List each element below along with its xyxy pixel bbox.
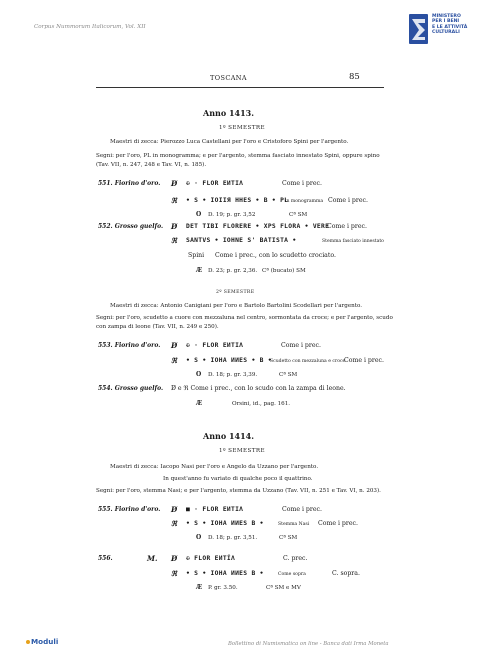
obverse-mark: D̸ <box>171 222 178 231</box>
mint-masters: Maestri di zecca: Antonio Canigiani per l'oro e Bartolo Bartolini Scodellari per l'argento. <box>110 303 363 309</box>
metal-mark: Æ <box>196 400 203 407</box>
series-title: Corpus Nummorum Italicorum, Vol. XII <box>34 24 146 30</box>
obverse-note: Come i prec. <box>327 223 367 230</box>
reverse-description: Come sopra <box>278 572 306 577</box>
coin-label: 556. <box>98 555 113 562</box>
marks-line: Segni: per l'oro, scudetto a cuore con mezzaluna nel centro, sormontata da croce; e per l'argento, scudo <box>96 315 393 321</box>
collection: Cª SM <box>279 535 298 541</box>
semester-heading: 2º SEMESTRE <box>216 290 255 295</box>
coin-data: D. 23; p. gr. 2,36. <box>208 268 258 274</box>
collection: Cª SM e MV <box>266 585 301 591</box>
obverse-legend: ✠ · FLOR EИTIΛ <box>186 342 244 349</box>
coin-description: D̸ e ℜ Come i prec., con lo scudo con la zampa di leone. <box>171 385 346 392</box>
coin-label: 554. Grosso guelfo. <box>98 385 164 392</box>
reverse-legend: • S • IOIIЯ HHES • B • PL <box>186 197 289 204</box>
coin-label: 551. Fiorino d'oro. <box>98 180 161 187</box>
footer-logo[interactable]: Moduli <box>26 637 58 646</box>
footer-source: Bollettino di Numismatica on line - Banca dati Irma Moneta <box>228 641 389 647</box>
semester-heading: 1º SEMESTRE <box>219 125 265 131</box>
coin-data: D. 18; p. gr. 3,39. <box>208 372 258 378</box>
reverse-description: Stemma fasciato innestato <box>322 239 384 244</box>
reverse-mark: ℜ <box>171 569 177 578</box>
denomination-mark: M. <box>147 554 158 563</box>
reverse-description: Scudetto con mezzaluna e croce <box>270 359 346 364</box>
marks-line: con zampa di leone (Tav. VII, n. 249 e 250). <box>96 324 219 330</box>
obverse-mark: D̸ <box>171 505 178 514</box>
reverse-legend: • S • IOHA ИИES B • <box>186 520 264 527</box>
metal-mark: Æ <box>196 584 203 591</box>
mint-masters: Maestri di zecca: Pierozzo Luca Castellani per l'oro e Cristoforo Spini per l'argento. <box>110 139 349 145</box>
obverse-note: Come i prec. <box>282 506 322 513</box>
coin-label: 552. Grosso guelfo. <box>98 223 164 230</box>
obverse-mark: D̸ <box>171 179 178 188</box>
reverse-mark: ℜ <box>171 519 177 528</box>
reference: Orsini, id., pag. 161. <box>232 401 291 407</box>
mint-masters: Maestri di zecca: Iacopo Nasi per l'oro e Angelo da Uzzano per l'argento. <box>110 464 319 470</box>
marks-line: (Tav. VII, n. 247, 248 e Tav. VI, n. 185). <box>96 162 207 168</box>
year-heading-1414: Anno 1414. <box>203 431 255 441</box>
running-head-title: TOSCANA <box>210 74 247 82</box>
obverse-legend: ✠ · FLOR EИTIΛ <box>186 180 244 187</box>
reverse-legend: • S • IOHA ИИES • B • <box>186 357 272 364</box>
semester-heading: 1º SEMESTRE <box>219 448 265 454</box>
metal-mark: O <box>196 534 202 541</box>
reverse-mark: ℜ <box>171 236 177 245</box>
obverse-legend: ■ · FLOR EИTIΛ <box>186 506 244 513</box>
reverse-note: Come i prec., con lo scudetto crociato. <box>215 252 336 259</box>
reverse-legend: • S • IOHA ИИES B • <box>186 570 264 577</box>
obverse-mark: D̸ <box>171 554 178 563</box>
ministry-name: MINISTERO PER I BENI E LE ATTIVITÀ CULTURALI <box>432 14 468 36</box>
header-rule <box>96 87 384 88</box>
coin-label: 553. Fiorino d'oro. <box>98 342 161 349</box>
reverse-description: Spini <box>188 252 205 259</box>
reverse-mark: ℜ <box>171 196 177 205</box>
collection: Cª (bucato) SM <box>262 268 306 274</box>
reverse-note: Come i prec. <box>318 520 358 527</box>
obverse-legend: ✠ FLOR EИTÍΛ <box>186 555 236 562</box>
year-heading-1413: Anno 1413. <box>203 108 255 118</box>
obverse-legend: DET TIBI FLORERE • XPS FLORA • VERE <box>186 223 330 230</box>
reverse-note: Come i prec. <box>344 357 384 364</box>
reverse-monogram: in monogramma <box>285 199 324 204</box>
metal-mark: Æ <box>196 267 203 274</box>
obverse-mark: D̸ <box>171 341 178 350</box>
obverse-note: Come i prec. <box>282 180 322 187</box>
coin-data: D. 19; p. gr. 3,52 <box>208 212 256 218</box>
obverse-note: C. prec. <box>283 555 308 562</box>
obverse-note: Come i prec. <box>281 342 321 349</box>
collection: Cª SM <box>289 212 308 218</box>
marks-line: Segni: per l'oro, PL in monogramma; e per l'argento, stemma fasciato innestato Spini, oppure spino <box>96 153 380 159</box>
note-line: In quest'anno fu variato di qualche poco il quattrino. <box>163 476 313 482</box>
ministry-logo <box>409 14 428 44</box>
reverse-description: Stemma Nasi <box>278 522 310 527</box>
coin-data: P. gr. 3.50. <box>208 585 238 591</box>
logo-dot-icon <box>26 640 30 644</box>
reverse-legend: SANTVS • IOHNE S' BATISTA • <box>186 237 297 244</box>
page-number: 85 <box>349 72 360 82</box>
coin-data: D. 18; p. gr. 3,51. <box>208 535 258 541</box>
reverse-note: C. sopra. <box>332 570 360 577</box>
reverse-mark: ℜ <box>171 356 177 365</box>
coin-label: 555. Fiorino d'oro. <box>98 506 161 513</box>
metal-mark: O <box>196 211 202 218</box>
marks-line: Segni: per l'oro, stemma Nasi; e per l'argento, stemma da Uzzano (Tav. VII, n. 251 e Tav. VI, n. 203). <box>96 488 381 494</box>
metal-mark: O <box>196 371 202 378</box>
collection: Cª SM <box>279 372 298 378</box>
reverse-note: Come i prec. <box>328 197 368 204</box>
